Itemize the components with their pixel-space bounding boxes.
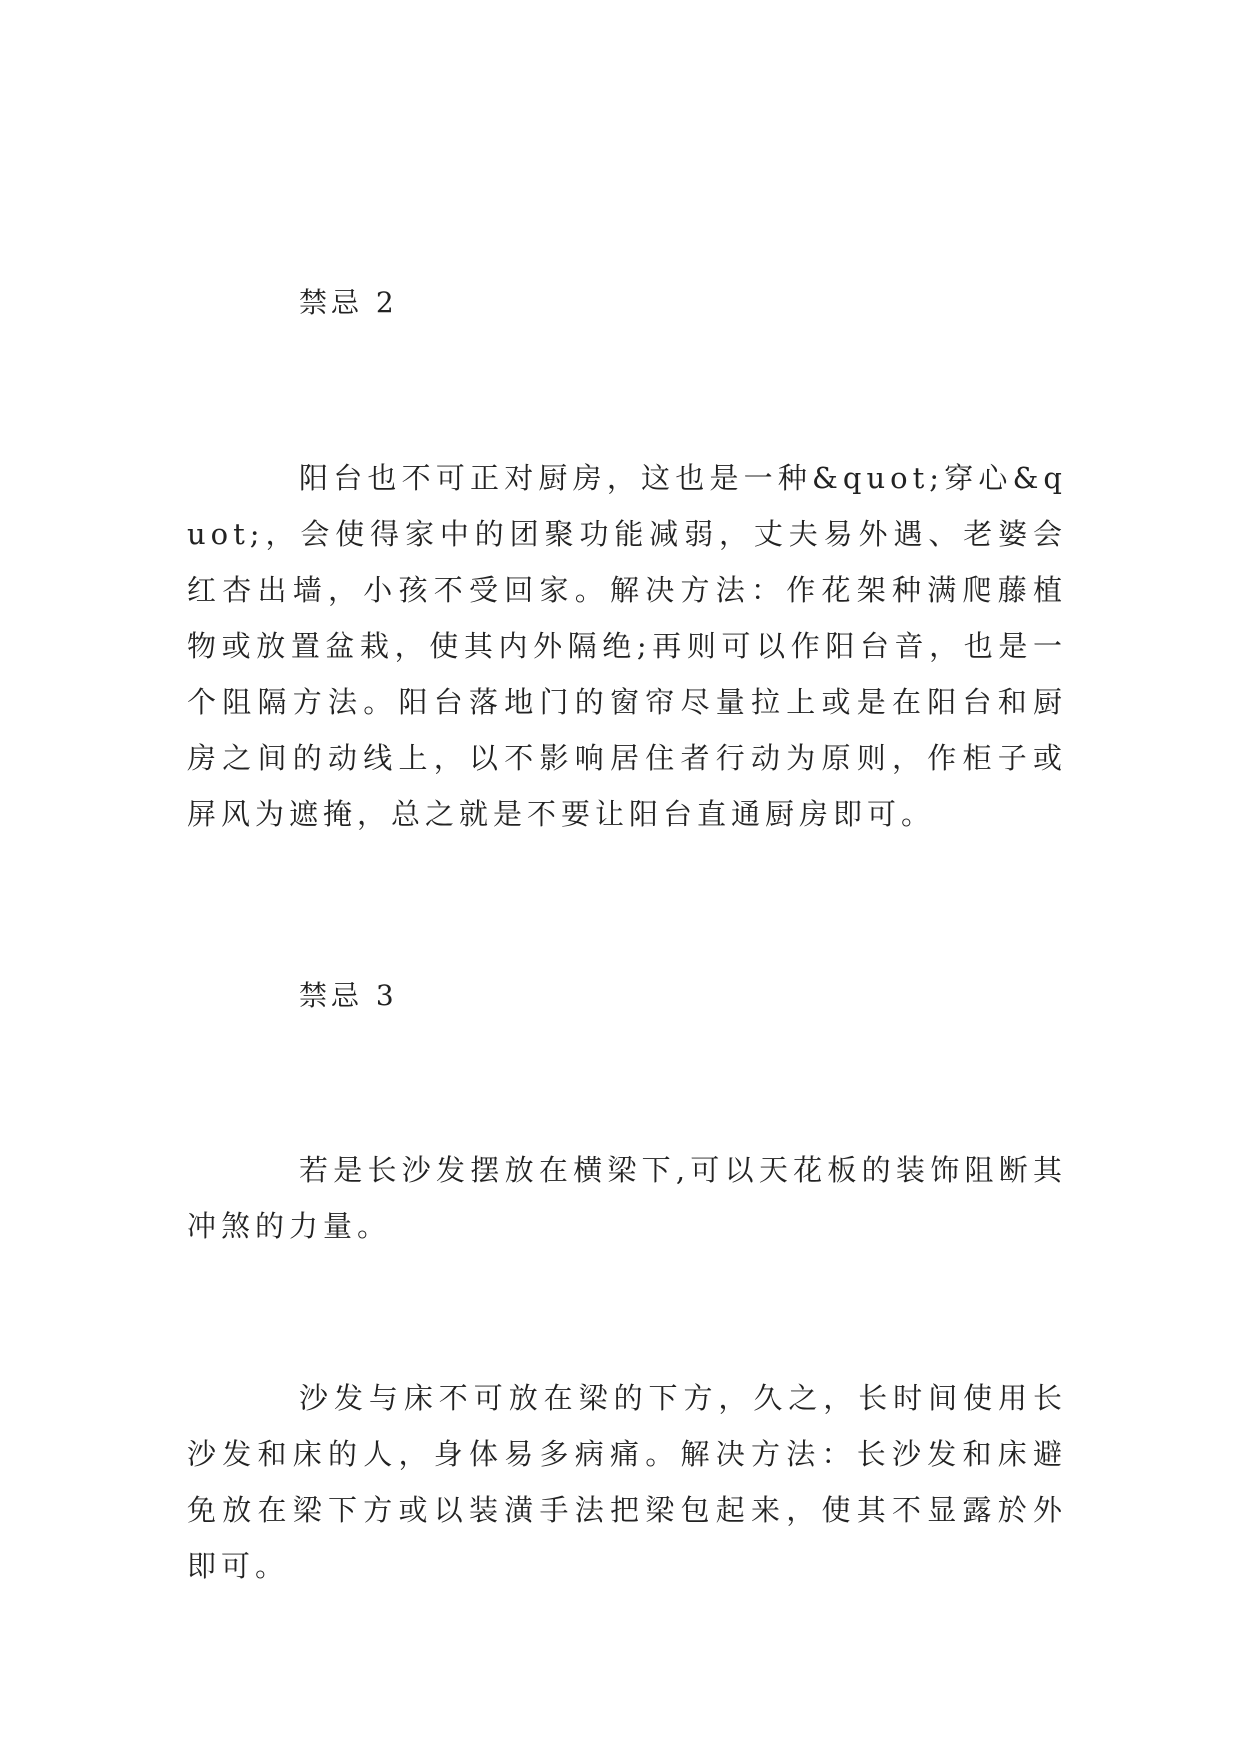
paragraph: 若是长沙发摆放在横梁下,可以天花板的装饰阻断其冲煞的力量。	[187, 1153, 1067, 1243]
paragraph: 沙发与床不可放在梁的下方，久之，长时间使用长沙发和床的人，身体易多病痛。解决方法：长沙发和床避免放在梁下方或以装潢手法把梁包起来，使其不显露於外即可。	[187, 1381, 1067, 1583]
section-heading: 禁忌 2	[299, 286, 398, 319]
section-heading: 禁忌 3	[299, 979, 398, 1012]
paragraph: 阳台也不可正对厨房，这也是一种&quot;穿心&quot;，会使得家中的团聚功能减弱，丈夫易外遇、老婆会红杏出墙，小孩不受回家。解决方法：作花架种满爬藤植物或放置盆栽，使其内外隔绝;再则可以作阳台音，也是一个阻隔方法。阳台落地门的窗帘尽量拉上或是在阳台和厨房之间的动线上，以不影响居住者行动为原则，作柜子或屏风为遮掩，总之就是不要让阳台直通厨房即可。	[187, 461, 1067, 831]
